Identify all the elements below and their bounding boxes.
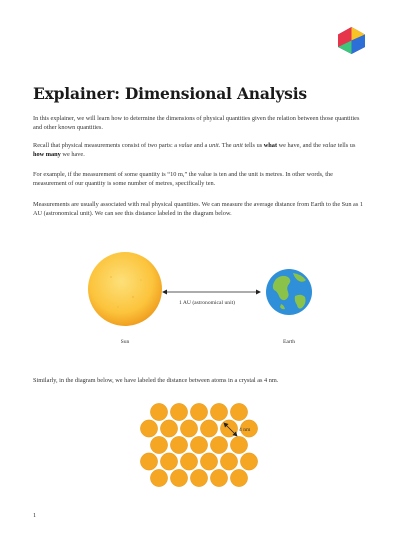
atom — [200, 453, 217, 470]
atom — [230, 403, 247, 420]
atom — [170, 436, 187, 453]
earth-label: Earth — [282, 339, 296, 345]
atom — [210, 436, 227, 453]
measurement-paragraph: Measurements are usually associated with real physical quantities. We can measure the average distance from Earth to the Sun as 1 AU (astronomical unit). We can see this distance labeled in the diagram below. — [33, 201, 364, 218]
value-unit-paragraph: Recall that physical measurements consist of two parts: a value and a unit. The unit tells us what we have, and the value tells us how many we have. — [33, 142, 356, 159]
atom — [190, 436, 207, 453]
atom — [150, 469, 167, 486]
atom-grid — [140, 403, 257, 486]
atom — [190, 403, 207, 420]
crystal-paragraph: Similarly, in the diagram below, we have labeled the distance between atoms in a crystal as 4 nm. — [33, 377, 279, 384]
earth-icon — [266, 269, 312, 315]
atom — [230, 469, 247, 486]
atom — [170, 469, 187, 486]
atom — [240, 453, 257, 470]
atom — [220, 453, 237, 470]
sun-label: Sun — [120, 339, 130, 345]
distance-arrow — [162, 290, 261, 295]
atom — [160, 453, 177, 470]
atom — [230, 436, 247, 453]
au-distance-label: 1 AU (astronomical unit) — [178, 300, 236, 306]
atom — [160, 420, 177, 437]
atom — [180, 453, 197, 470]
atom — [140, 420, 157, 437]
page-title: Explainer: Dimensional Analysis — [33, 84, 307, 103]
nagwa-logo — [338, 27, 365, 54]
atom — [150, 403, 167, 420]
atom — [210, 403, 227, 420]
atom — [190, 469, 207, 486]
sun-earth-diagram — [33, 252, 367, 352]
sun-icon — [88, 252, 162, 326]
atom — [180, 420, 197, 437]
atom — [200, 420, 217, 437]
atom — [150, 436, 167, 453]
atom — [170, 403, 187, 420]
crystal-lattice-diagram — [140, 403, 260, 487]
atom — [210, 469, 227, 486]
example-paragraph: For example, if the measurement of some quantity is “10 m,” the value is ten and the unit is metres. In other words, the measurement of our quantity is some number of metres, specifically ten. — [33, 171, 333, 188]
intro-paragraph: In this explainer, we will learn how to determine the dimensions of physical quantities given the relation between those quantities and other known quantities. — [33, 115, 360, 132]
nm-distance-label: 4 nm — [239, 427, 251, 433]
page-number: 1 — [33, 512, 37, 519]
atom — [140, 453, 157, 470]
